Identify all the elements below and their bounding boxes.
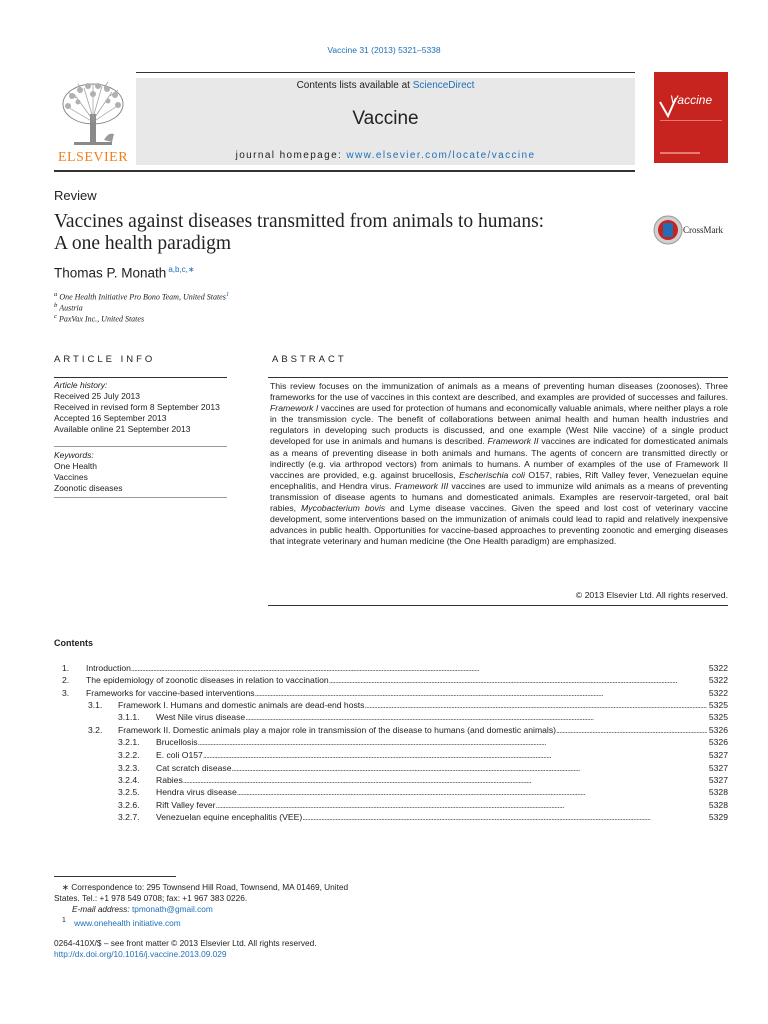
- affiliation-c: [54, 313, 144, 324]
- toc-entry[interactable]: [62, 674, 728, 686]
- toc-entry[interactable]: [62, 662, 728, 674]
- article-title: [54, 211, 614, 255]
- toc-entry-number: 3.1.1.: [118, 712, 140, 722]
- toc-entry-number: 3.2.7.: [118, 812, 140, 822]
- keyword: Vaccines: [54, 472, 88, 482]
- toc-leader-dots: [131, 662, 707, 674]
- author-name: Thomas P. Monath: [54, 265, 167, 281]
- abstract-heading: ABSTRACT: [272, 354, 347, 365]
- copyright-notice: © 2013 Elsevier Ltd. All rights reserved.: [575, 590, 728, 600]
- toc-entry-page: 5327: [708, 750, 728, 760]
- journal-homepage-line: [136, 150, 635, 161]
- affiliation-text: PaxVax Inc., United States: [58, 314, 145, 324]
- footnote-link[interactable]: 1: [225, 291, 230, 298]
- toc-entry-number: 3.2.3.: [118, 763, 140, 773]
- journal-citation[interactable]: Vaccine 31 (2013) 5321–5338: [327, 45, 441, 55]
- toc-entry-number: 2.: [62, 675, 70, 685]
- toc-entry-title[interactable]: West Nile virus disease: [156, 712, 246, 722]
- toc-leader-dots: [183, 774, 707, 786]
- affiliation-a: [54, 291, 229, 302]
- toc-entry-page: 5327: [708, 763, 728, 773]
- affiliation-mark: b: [54, 302, 58, 309]
- toc-entry-title[interactable]: Frameworks for vaccine-based interventions: [86, 688, 255, 698]
- toc-entry[interactable]: [118, 811, 728, 823]
- toc-leader-dots: [231, 762, 706, 774]
- toc-entry-page: 5322: [708, 688, 728, 698]
- toc-entry-page: 5326: [708, 725, 728, 735]
- toc-leader-dots: [255, 687, 707, 699]
- toc-entry[interactable]: [118, 762, 728, 774]
- toc-entry-page: 5328: [708, 800, 728, 810]
- toc-entry[interactable]: [118, 799, 728, 811]
- toc-entry-title[interactable]: Rift Valley fever: [156, 800, 216, 810]
- toc-entry-title[interactable]: Cat scratch disease: [156, 763, 232, 773]
- toc-entry[interactable]: [62, 687, 728, 699]
- toc-entry[interactable]: [88, 724, 728, 736]
- keywords: [54, 450, 123, 494]
- cover-journal-title: Vaccine: [669, 93, 713, 107]
- article-history-label: Article history:: [54, 380, 108, 390]
- affiliation-mark: a: [54, 291, 58, 298]
- affiliation-text: One Health Initiative Pro Bono Team, United States: [59, 292, 226, 302]
- toc-entry-title[interactable]: Hendra virus disease: [156, 787, 237, 797]
- toc-entry-number: 3.2.5.: [118, 787, 140, 797]
- toc-entry-number: 3.1.: [88, 700, 103, 710]
- footnote-rule: [54, 876, 176, 877]
- article-section-type: Review: [54, 188, 97, 203]
- toc-leader-dots: [203, 749, 707, 761]
- crossmark-label: CrossMark: [683, 225, 723, 235]
- article-title-line-1: Vaccines against diseases transmitted from animals to humans:: [54, 211, 545, 232]
- journal-cover-thumbnail[interactable]: [654, 72, 728, 163]
- history-received: Received 25 July 2013: [54, 391, 141, 401]
- article-title-line-2: A one health paradigm: [54, 233, 232, 254]
- correspondence-mark: ∗: [62, 882, 69, 892]
- history-revised: Received in revised form 8 September 2013: [54, 402, 220, 412]
- toc-entry-page: 5325: [708, 712, 728, 722]
- article-info-divider: [54, 446, 227, 447]
- article-info-heading: ARTICLE INFO: [54, 354, 156, 365]
- contents-available-text: Contents lists available at: [296, 80, 413, 91]
- affiliation-text: Austria: [59, 303, 83, 313]
- sciencedirect-link[interactable]: ScienceDirect: [412, 80, 475, 91]
- correspondence-footnote: [62, 882, 348, 893]
- toc-leader-dots: [329, 674, 707, 686]
- history-accepted: Accepted 16 September 2013: [54, 413, 167, 423]
- history-online: Available online 21 September 2013: [54, 424, 191, 434]
- elsevier-wordmark: ELSEVIER: [57, 150, 129, 165]
- keywords-bottom-rule: [54, 497, 227, 498]
- toc-leader-dots: [556, 724, 707, 736]
- toc-entry-number: 3.: [62, 688, 70, 698]
- toc-entry[interactable]: [118, 736, 728, 748]
- toc-entry[interactable]: [118, 774, 728, 786]
- author-email-link[interactable]: tpmonath@gmail.com: [131, 904, 213, 914]
- toc-entry-page: 5327: [708, 775, 728, 785]
- toc-entry[interactable]: [118, 749, 728, 761]
- onehealth-website-link[interactable]: www.onehealth initiative.com: [74, 917, 181, 928]
- keyword: Zoonotic diseases: [54, 483, 123, 493]
- toc-entry-title[interactable]: Introduction: [86, 663, 131, 673]
- correspondence-footnote-line-2: States. Tel.: +1 978 549 0708; fax: +1 967 383 0226.: [54, 893, 248, 903]
- journal-homepage-link[interactable]: www.elsevier.com/locate/vaccine: [346, 150, 536, 161]
- toc-leader-dots: [364, 699, 706, 711]
- toc-entry-page: 5329: [708, 812, 728, 822]
- affiliation-b: [54, 302, 83, 313]
- author-affiliation-marks[interactable]: a,b,c,∗: [168, 265, 195, 274]
- contents-heading: Contents: [54, 638, 93, 648]
- article-info-rule: [54, 377, 227, 378]
- doi-link[interactable]: http://dx.doi.org/10.1016/j.vaccine.2013.09.029: [54, 949, 227, 959]
- toc-entry[interactable]: [118, 786, 728, 798]
- abstract-bottom-rule: [268, 605, 728, 606]
- toc-entry-number: 3.2.2.: [118, 750, 140, 760]
- crossmark-badge[interactable]: [652, 214, 732, 246]
- toc-entry-title[interactable]: The epidemiology of zoonotic diseases in relation to vaccination: [86, 675, 329, 685]
- crossmark-icon: [652, 214, 684, 246]
- toc-entry-number: 3.2.6.: [118, 800, 140, 810]
- toc-entry-number: 1.: [62, 663, 70, 673]
- toc-entry-page: 5328: [708, 787, 728, 797]
- toc-leader-dots: [245, 711, 707, 723]
- toc-entry[interactable]: [118, 711, 728, 723]
- header-bottom-rule: [54, 170, 635, 172]
- toc-entry-page: 5322: [708, 663, 728, 673]
- abstract-rule: [268, 377, 728, 378]
- toc-entry-title[interactable]: Brucellosis: [156, 737, 198, 747]
- toc-leader-dots: [216, 799, 707, 811]
- toc-entry-title[interactable]: E. coli O157: [156, 750, 203, 760]
- email-footnote: [72, 904, 213, 915]
- issn-line: 0264-410X/$ – see front matter © 2013 Elsevier Ltd. All rights reserved.: [54, 938, 317, 948]
- contents-available-line: [136, 80, 635, 91]
- homepage-label: journal homepage:: [235, 150, 347, 161]
- header-top-rule: [136, 72, 635, 73]
- toc-entry-title[interactable]: Framework II. Domestic animals play a major role in transmission of the disease to humans (and domestic animals): [118, 725, 556, 735]
- keyword: One Health: [54, 461, 97, 471]
- email-label: E-mail address:: [72, 904, 130, 914]
- footnote-mark: 1: [62, 917, 66, 924]
- toc-entry-title[interactable]: Framework I. Humans and domestic animals are dead-end hosts: [118, 700, 365, 710]
- toc-leader-dots: [302, 811, 707, 823]
- toc-entry[interactable]: [88, 699, 728, 711]
- toc-leader-dots: [237, 786, 707, 798]
- toc-entry-page: 5322: [708, 675, 728, 685]
- toc-entry-page: 5325: [708, 700, 728, 710]
- website-footnote: [62, 915, 181, 929]
- author-line: [54, 265, 195, 281]
- journal-name: Vaccine: [352, 108, 419, 129]
- toc-entry-number: 3.2.1.: [118, 737, 140, 747]
- toc-entry-title[interactable]: Venezuelan equine encephalitis (VEE): [156, 812, 303, 822]
- toc-entry-title[interactable]: Rabies: [156, 775, 183, 785]
- article-history: [54, 380, 220, 435]
- correspondence-text: Correspondence to: 295 Townsend Hill Road, Townsend, MA 01469, United: [71, 882, 349, 892]
- keywords-label: Keywords:: [54, 450, 94, 460]
- toc-leader-dots: [198, 736, 707, 748]
- abstract-body: This review focuses on the immunization of animals as a means of preventing human diseases (zoonoses). Three frameworks for the use of vaccines in this context are described, and examples are provided of successes and failures. Framework I vaccines are used for protection of humans and economically valuable animals, where neither plays a role in the transmission cycle. The benefit of collaborations between animal health and human health industries and regulators in developing such products is discussed, and one example (West Nile vaccine) of a single product developed for use in animals and humans is described. Framework II vaccines are indicated for domesticated animals as a means of preventing disease in both animals and humans. The agents of concern are transmitted directly or indirectly (e.g. via arthropod vectors) from animals to humans. A number of examples of the use of Framework II vaccines are provided, e.g. against brucellosis, Escherischia coli O157, rabies, Rift Valley fever, Venezuelan equine encephalitis, and Hendra virus. Framework III vaccines are used to immunize wild animals as a means of preventing transmission of disease agents to humans and domesticated animals. Examples are reservoir-targeted, oral bait rabies, Mycobacterium bovis and Lyme disease vaccines. Given the speed and lost cost of veterinary vaccine development, some interventions based on the immunization of animals could lead to rapid and relatively inexpensive advances in public health. Opportunities for vaccine-based approaches to preventing zoonotic and emerging diseases that integrate veterinary and human medicine (the One Health paradigm) are emphasized.: [270, 381, 728, 547]
- affiliation-mark: c: [54, 313, 57, 320]
- toc-entry-page: 5326: [708, 737, 728, 747]
- toc-entry-number: 3.2.4.: [118, 775, 140, 785]
- toc-entry-number: 3.2.: [88, 725, 103, 735]
